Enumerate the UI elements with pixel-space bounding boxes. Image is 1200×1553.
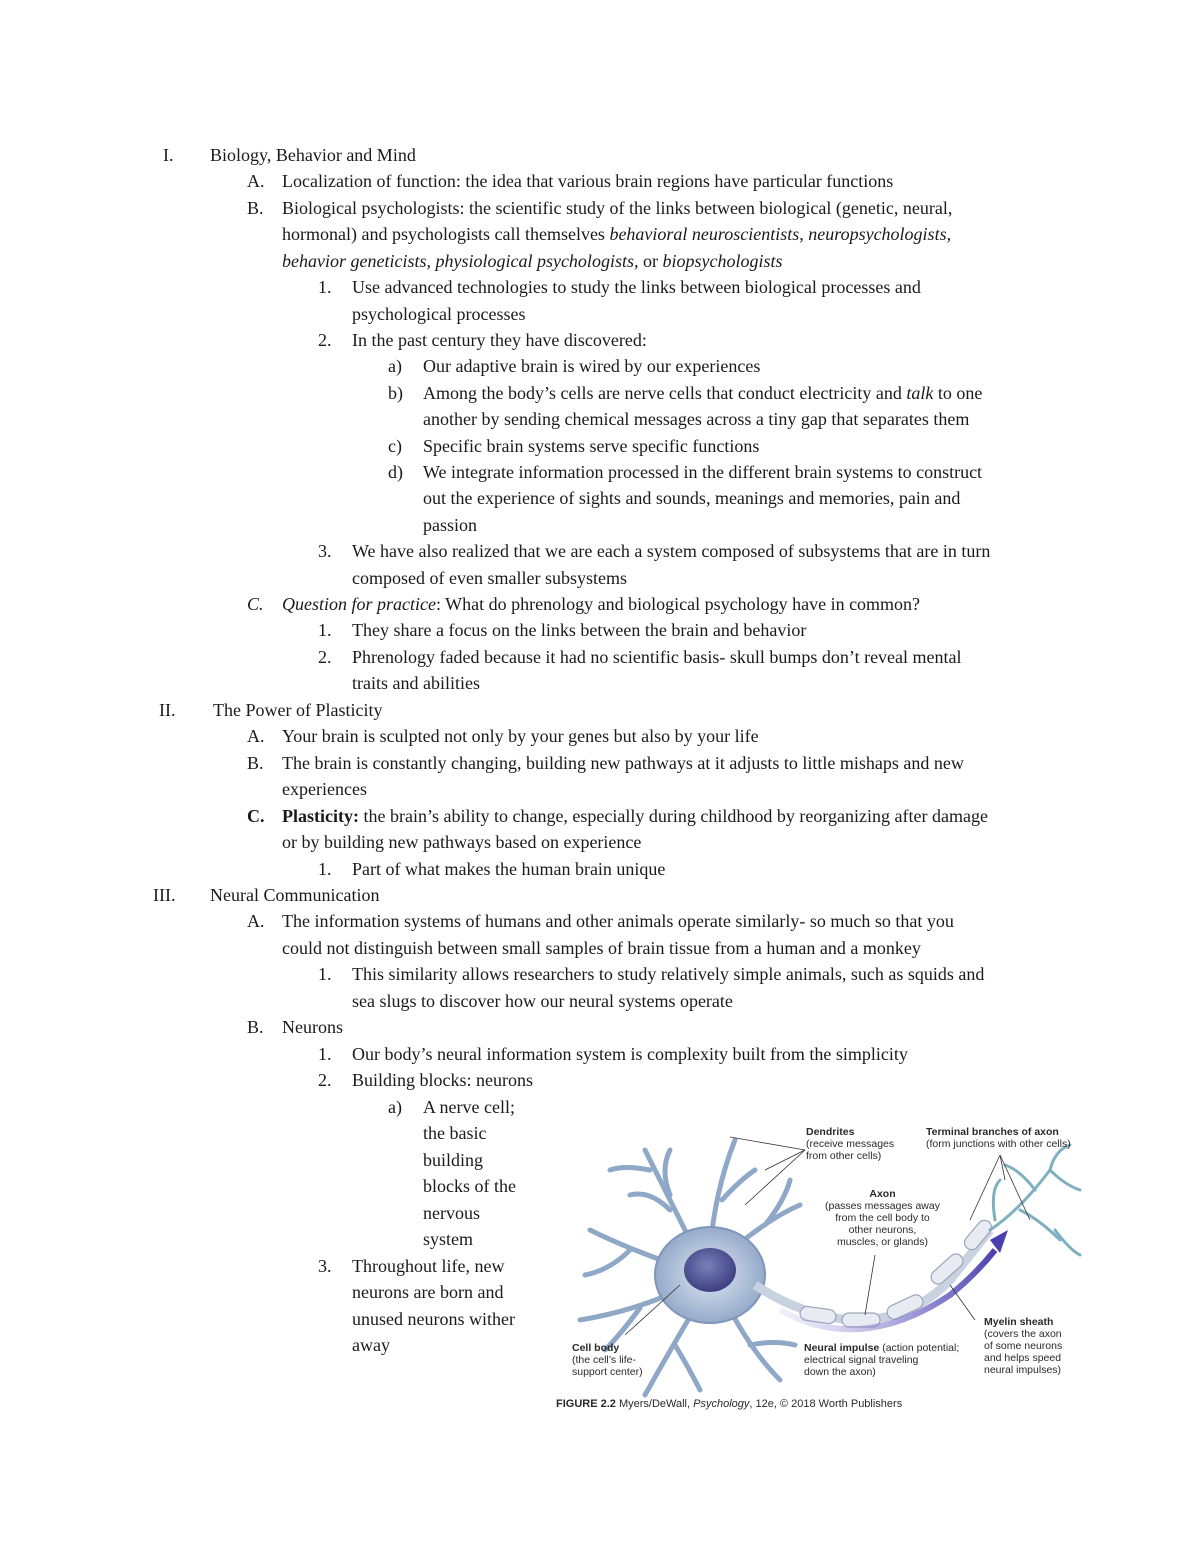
- list-marker: b): [388, 383, 403, 403]
- list-item-text: building: [423, 1150, 484, 1170]
- list-item-text: hormonal) and psychologists call themselves behavioral neuroscientists, neuropsychologists,: [282, 224, 952, 244]
- list-marker: 2.: [318, 330, 332, 350]
- list-item-text: unused neurons wither: [352, 1309, 515, 1329]
- list-marker: I.: [163, 145, 174, 165]
- list-item-text: psychological processes: [352, 304, 526, 324]
- list-marker: d): [388, 462, 403, 482]
- list-item-text: Question for practice: What do phrenology and biological psychology have in common?: [282, 594, 921, 614]
- list-item-text: This similarity allows researchers to study relatively simple animals, such as squids and: [352, 964, 985, 984]
- list-item-text: Building blocks: neurons: [352, 1070, 533, 1090]
- list-marker: 1.: [318, 964, 332, 984]
- list-marker: C.: [247, 594, 264, 614]
- list-marker: B.: [247, 753, 264, 773]
- list-item-text: Localization of function: the idea that various brain regions have particular functions: [282, 171, 894, 191]
- list-item-text: nervous: [423, 1203, 480, 1223]
- list-marker: B.: [247, 198, 264, 218]
- list-marker: B.: [247, 1017, 264, 1037]
- list-marker: 3.: [318, 541, 332, 561]
- neural-impulse-label: Neural impulse (action potential; electrical signal traveling down the axon): [804, 1342, 960, 1378]
- list-item-text: In the past century they have discovered:: [352, 330, 647, 350]
- list-item-text: neurons are born and: [352, 1282, 504, 1302]
- list-marker: A.: [247, 726, 265, 746]
- list-item-text: Throughout life, new: [352, 1256, 505, 1276]
- list-item-text: Use advanced technologies to study the links between biological processes and: [352, 277, 921, 297]
- terminal-branches-label: Terminal branches of axon (form junctions with other cells): [926, 1126, 1071, 1150]
- list-item-text: experiences: [282, 779, 367, 799]
- list-item-text: Phrenology faded because it had no scientific basis- skull bumps don’t reveal mental: [352, 647, 962, 667]
- section-heading: Biology, Behavior and Mind: [210, 145, 416, 165]
- list-item-text: Plasticity: the brain’s ability to change, especially during childhood by reorganizing after damage: [282, 806, 988, 826]
- list-item-text: the basic: [423, 1123, 487, 1143]
- list-marker: III.: [153, 885, 176, 905]
- list-item-text: Biological psychologists: the scientific study of the links between biological (genetic, neural,: [282, 198, 953, 218]
- list-marker: 1.: [318, 1044, 332, 1064]
- list-item-text: system: [423, 1229, 474, 1249]
- outline-item: [163, 142, 174, 168]
- list-marker: A.: [247, 911, 265, 931]
- myelin-sheath-label: Myelin sheath (covers the axon of some neurons and helps speed neural impulses): [984, 1316, 1063, 1376]
- list-item-text: They share a focus on the links between the brain and behavior: [352, 620, 807, 640]
- list-marker: a): [388, 356, 402, 376]
- list-item-text: another by sending chemical messages across a tiny gap that separates them: [423, 409, 970, 429]
- list-item-text: could not distinguish between small samples of brain tissue from a human and a monkey: [282, 938, 921, 958]
- axon-label: Axon (passes messages away from the cell body to other neurons, muscles, or glands): [825, 1188, 940, 1248]
- list-item-text: Neurons: [282, 1017, 343, 1037]
- list-item-text: We integrate information processed in the different brain systems to construct: [423, 462, 983, 482]
- list-marker: 2.: [318, 647, 332, 667]
- list-item-text: Specific brain systems serve specific functions: [423, 436, 760, 456]
- list-marker: 1.: [318, 620, 332, 640]
- list-item-text: We have also realized that we are each a system composed of subsystems that are in turn: [352, 541, 991, 561]
- list-marker: II.: [159, 700, 176, 720]
- section-heading: The Power of Plasticity: [213, 700, 383, 720]
- list-item-text: out the experience of sights and sounds, meanings and memories, pain and: [423, 488, 961, 508]
- list-item-text: or by building new pathways based on experience: [282, 832, 642, 852]
- list-item-text: composed of even smaller subsystems: [352, 568, 627, 588]
- list-item-text: Your brain is sculpted not only by your genes but also by your life: [282, 726, 759, 746]
- list-marker: 3.: [318, 1256, 332, 1276]
- list-marker: C.: [247, 806, 265, 826]
- cell-body-label: Cell body (the cell’s life- support center): [572, 1342, 643, 1378]
- dendrites-label: Dendrites (receive messages from other cells): [806, 1126, 895, 1162]
- list-item-text: away: [352, 1335, 390, 1355]
- list-item-text: The brain is constantly changing, building new pathways at it adjusts to little mishaps and new: [282, 753, 964, 773]
- list-marker: A.: [247, 171, 265, 191]
- list-marker: 2.: [318, 1070, 332, 1090]
- list-item-text: traits and abilities: [352, 673, 480, 693]
- list-item-text: Part of what makes the human brain unique: [352, 859, 666, 879]
- list-item-text: passion: [423, 515, 477, 535]
- list-item-text: behavior geneticists, physiological psychologists, or biopsychologists: [282, 251, 783, 271]
- list-item-text: Our adaptive brain is wired by our experiences: [423, 356, 761, 376]
- section-heading: Neural Communication: [210, 885, 380, 905]
- list-item-text: The information systems of humans and other animals operate similarly- so much so that you: [282, 911, 954, 931]
- list-item-text: Our body’s neural information system is complexity built from the simplicity: [352, 1044, 908, 1064]
- list-marker: 1.: [318, 859, 332, 879]
- neuron-figure: [550, 1110, 1090, 1420]
- list-marker: c): [388, 436, 402, 456]
- figure-caption: FIGURE 2.2 Myers/DeWall, Psychology, 12e, © 2018 Worth Publishers: [556, 1398, 903, 1410]
- list-marker: 1.: [318, 277, 332, 297]
- list-item-text: sea slugs to discover how our neural systems operate: [352, 991, 733, 1011]
- list-item-text: blocks of the: [423, 1176, 516, 1196]
- list-item-text: A nerve cell;: [423, 1097, 515, 1117]
- list-marker: a): [388, 1097, 402, 1117]
- list-item-text: Among the body’s cells are nerve cells that conduct electricity and talk to one: [423, 383, 983, 403]
